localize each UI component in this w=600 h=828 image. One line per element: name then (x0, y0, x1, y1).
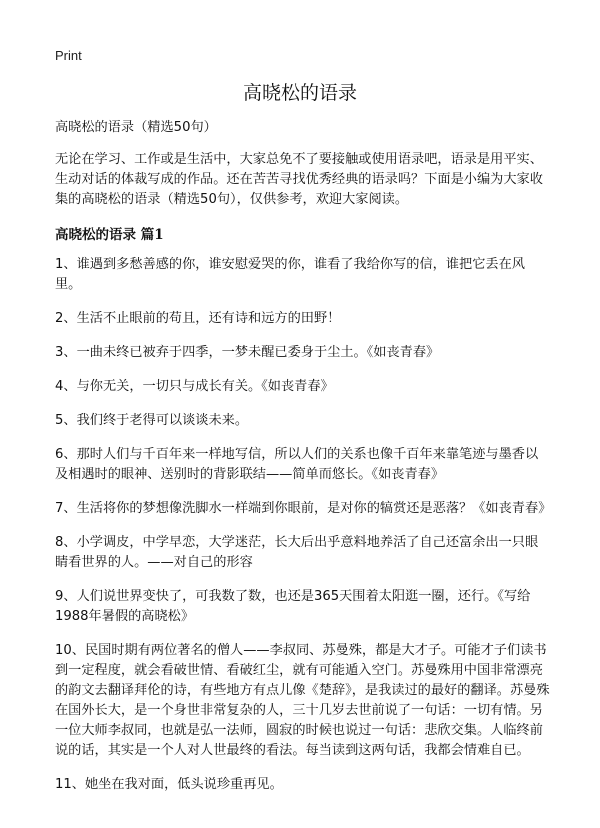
section-heading: 高晓松的语录 篇1 (55, 227, 164, 243)
quote-item: 2、生活不止眼前的苟且，还有诗和远方的田野！ (55, 311, 341, 326)
quote-item: 3、一曲未终已被弃于四季，一梦未醒已委身于尘土。《如丧青春》 (55, 345, 440, 360)
quote-item: 9、人们说世界变快了，可我数了数，也还是365天围着太阳逛一圈，还行。《写给1988年暑假的高晓松》 (55, 589, 531, 624)
article-body (55, 118, 550, 809)
quote-item: 4、与你无关，一切只与成长有关。《如丧青春》 (55, 379, 334, 394)
quote-item: 1、谁遇到多愁善感的你，谁安慰爱哭的你，谁看了我给你写的信，谁把它丢在风里。 (55, 257, 525, 292)
quote-item: 11、她坐在我对面，低头说珍重再见。 (55, 777, 283, 792)
quote-item: 7、生活将你的梦想像洗脚水一样端到你眼前，是对你的犒赏还是恶落？《如丧青春》 (55, 501, 552, 516)
print-link[interactable]: Print (55, 48, 82, 63)
intro-paragraph: 无论在学习、工作或是生活中，大家总免不了要接触或使用语录吧，语录是用平实、生动对话的体裁写成的作品。还在苦苦寻找优秀经典的语录吗？下面是小编为大家收集的高晓松的语录（精选50句），仅供参考，欢迎大家阅读。 (55, 152, 543, 207)
quote-item: 8、小学调皮，中学早恋，大学迷茫，长大后出乎意料地养活了自己还富余出一只眼睛看世界的人。——对自己的形容 (55, 535, 539, 570)
page-title: 高晓松的语录 (242, 82, 357, 104)
quote-item: 6、那时人们与千百年来一样地写信，所以人们的关系也像千百年来靠笔迹与墨香以及相遇时的眼神、送别时的背影联结——简单而悠长。《如丧青春》 (55, 447, 539, 482)
quote-item: 5、我们终于老得可以谈谈未来。 (55, 413, 249, 428)
quote-item: 10、民国时期有两位著名的僧人——李叔同、苏曼殊，都是大才子。可能才子们读书到一定程度，就会看破世情、看破红尘，就有可能遁入空门。苏曼殊用中国非常漂亮的韵文去翻译拜伦的诗，有些地方有点儿像《楚辞》，是我读过的最好的翻译。苏曼殊在国外长大，是一个身世非常复杂的人，三十几岁去世前说了一句话：一切有情。另一位大师李叔同，也就是弘一法师，圆寂的时候也说过一句话：悲欣交集。人临终前说的话，其实是一个人对人世最终的看法。每当读到这两句话，我都会情难自已。 (55, 643, 550, 758)
article-subtitle: 高晓松的语录（精选50句） (55, 120, 217, 135)
